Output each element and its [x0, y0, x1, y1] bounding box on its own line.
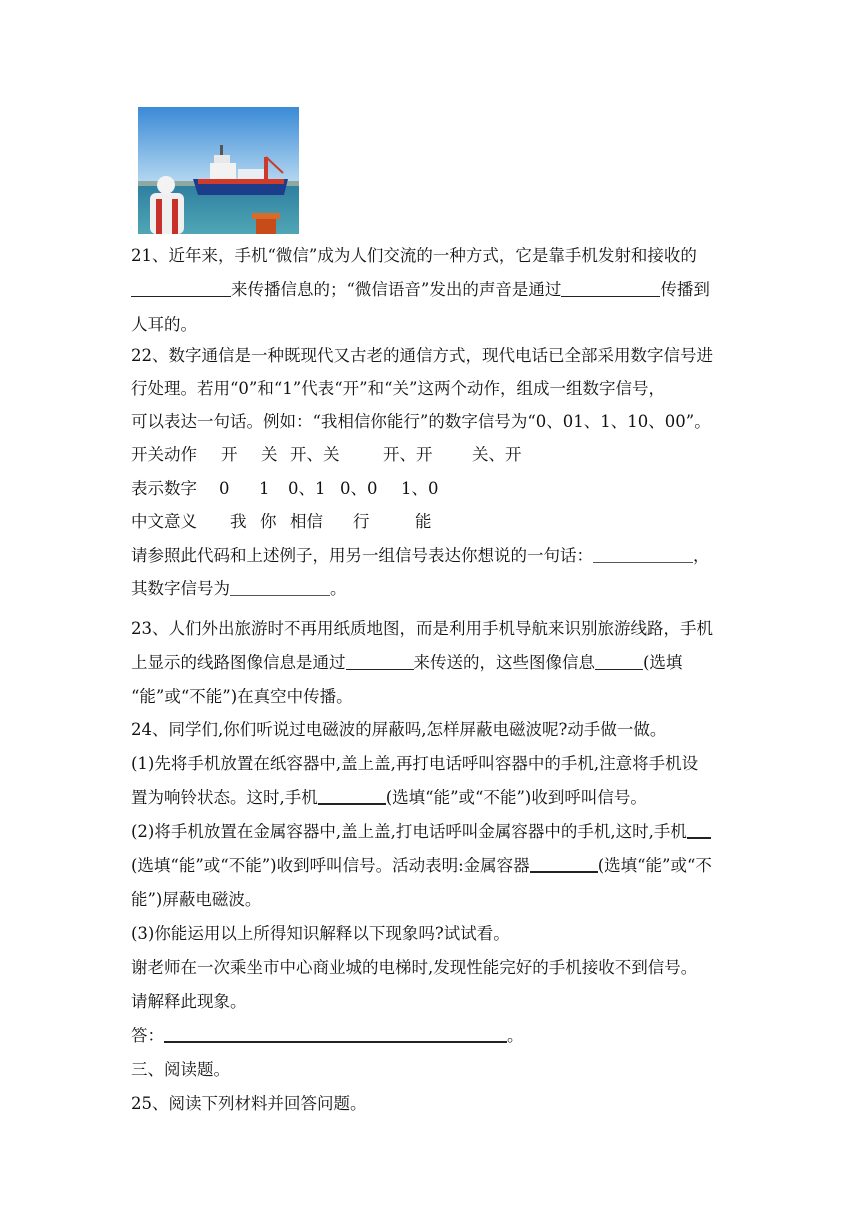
answer-blank[interactable] [131, 280, 231, 297]
table-cell: 开关动作 [131, 445, 197, 464]
q24-part2-line3: 能”)屏蔽电磁波。 [131, 890, 262, 909]
table-cell: 能 [415, 512, 432, 531]
table-cell: 表示数字 [131, 479, 197, 498]
q22-prompt-line2: 其数字信号为 。 [131, 579, 347, 598]
q21-line1: 21、近年来，手机“微信”成为人们交流的一种方式，它是靠手机发射和接收的 [131, 246, 697, 265]
table-cell: 关、开 [472, 445, 522, 464]
q24-answer-line: 答： 。 [131, 1026, 524, 1045]
table-cell: 0、1 [288, 479, 326, 498]
answer-blank[interactable] [561, 280, 660, 297]
q25-line1: 25、阅读下列材料并回答问题。 [131, 1094, 367, 1113]
q21-line2: 来传播信息的；“微信语音”发出的声音是通过 传播到 [131, 279, 710, 301]
q24-line1: 24、同学们,你们听说过电磁波的屏蔽吗,怎样屏蔽电磁波呢?动手做一做。 [131, 720, 667, 739]
answer-blank[interactable] [595, 653, 643, 670]
q24-part1-line2: 置为响铃状态。这时,手机 (选填“能”或“不能”)收到呼叫信号。 [131, 788, 647, 807]
q21-line3: 人耳的。 [131, 315, 197, 334]
q23-line2: 上显示的线路图像信息是通过 来传送的，这些图像信息 (选填 [131, 653, 683, 672]
table-cell: 0 [219, 479, 230, 498]
q24-part2-line1: (2)将手机放置在金属容器中,盖上盖,打电话呼叫金属容器中的手机,这时,手机 [131, 821, 711, 843]
table-cell: 你 [260, 512, 277, 531]
q23-line1: 23、人们外出旅游时不再用纸质地图，而是利用手机导航来识别旅游线路，手机 [131, 619, 713, 638]
q24-part2-line2: (选填“能”或“不能”)收到呼叫信号。活动表明:金属容器 (选填“能”或“不 [131, 856, 712, 875]
table-cell: 开、关 [290, 445, 340, 464]
answer-blank[interactable] [346, 653, 414, 670]
table-cell: 开、开 [383, 445, 433, 464]
q23-line3: “能”或“不能”)在真空中传播。 [131, 687, 353, 706]
answer-blank[interactable] [230, 579, 330, 596]
code-table-row-meaning [131, 511, 551, 533]
answer-blank[interactable] [318, 787, 386, 805]
code-table-row-digit [131, 478, 551, 500]
answer-blank[interactable] [530, 855, 598, 873]
q24-part1-line1: (1)先将手机放置在纸容器中,盖上盖,再打电话呼叫容器中的手机,注意将手机设 [131, 754, 699, 773]
table-cell: 中文意义 [131, 512, 197, 531]
table-cell: 0、0 [340, 479, 378, 498]
answer-blank[interactable] [164, 1025, 507, 1043]
table-cell: 开 [221, 445, 238, 464]
q24-part3: (3)你能运用以上所得知识解释以下现象吗?试试看。 [131, 924, 510, 943]
harbor-ship-photo [138, 107, 299, 234]
table-cell: 我 [230, 512, 247, 531]
q22-line2: 行处理。若用“0”和“1”代表“开”和“关”这两个动作，组成一组数字信号， [131, 379, 665, 398]
q22-line3: 可以表达一句话。例如：“我相信你能行”的数字信号为“0、01、1、10、00”。 [131, 412, 711, 431]
answer-blank[interactable] [687, 821, 711, 839]
table-cell: 相信 [290, 512, 323, 531]
section-heading-reading: 三、阅读题。 [131, 1060, 230, 1079]
answer-blank[interactable] [593, 546, 693, 563]
q22-line1: 22、数字通信是一种既现代又古老的通信方式，现代电话已全部采用数字信号进 [131, 346, 713, 365]
q24-scenario-line1: 谢老师在一次乘坐市中心商业城的电梯时,发现性能完好的手机接收不到信号。 [131, 958, 698, 977]
table-cell: 1 [259, 479, 270, 498]
code-table-row-switch [131, 444, 551, 466]
table-cell: 行 [353, 512, 370, 531]
q22-prompt-line1: 请参照此代码和上述例子，用另一组信号表达你想说的一句话： ， [131, 546, 710, 565]
table-cell: 关 [261, 445, 278, 464]
q24-scenario-line2: 请解释此现象。 [131, 992, 247, 1011]
table-cell: 1、0 [401, 479, 439, 498]
